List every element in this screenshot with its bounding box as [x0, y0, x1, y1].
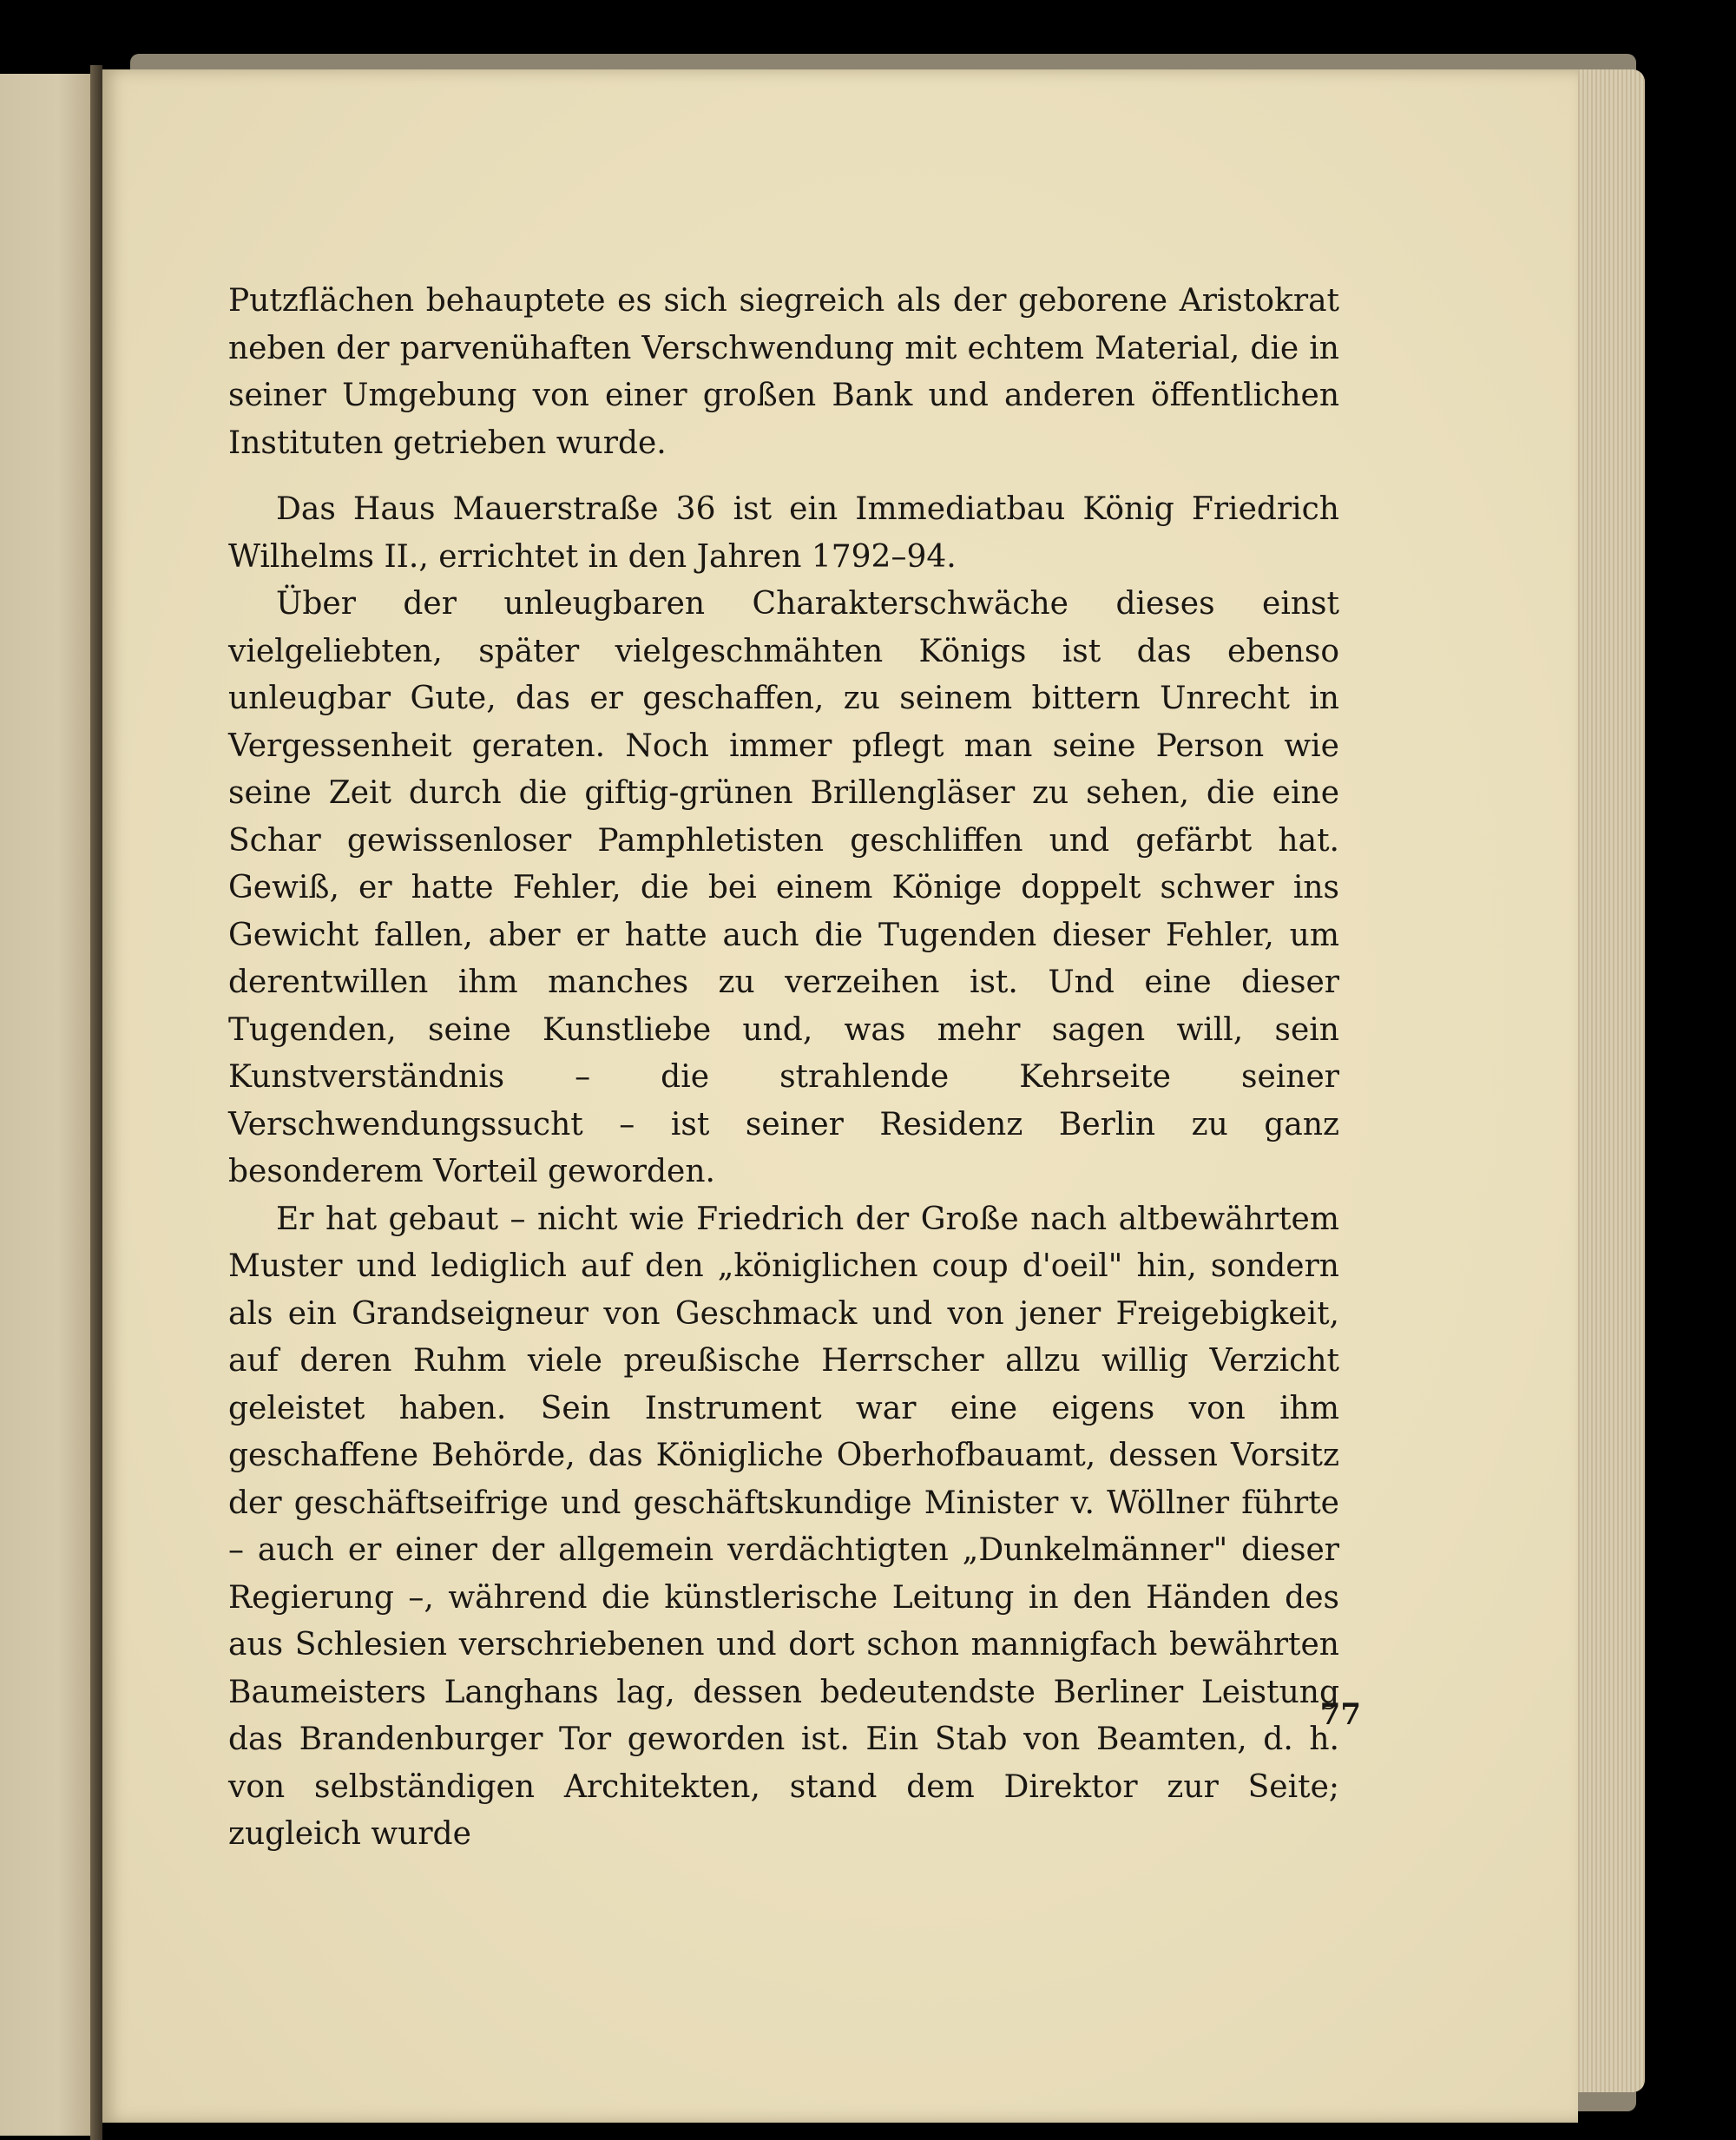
book-page — [102, 69, 1578, 2123]
page-stack-edge — [1571, 69, 1645, 2092]
book-gutter — [90, 65, 102, 2140]
paragraph-4: Er hat gebaut – nicht wie Friedrich der Große nach altbewährtem Muster und lediglich auf den „königlichen coup d'oeil" hin, sondern als ein Grandseigneur von Geschmack und von jener Freigebigkeit, auf deren Ruhm viele preußische Herrscher allzu willig Verzicht geleistet haben. Sein Instrument war eine eigens von ihm geschaffene Behörde, das Königliche Oberhofbauamt, dessen Vorsitz der geschäftseifrige und geschäftskundige Minister v. Wöllner führte – auch er einer der allgemein verdächtigten „Dunkelmänner" dieser Regierung –, während die künstlerische Leitung in den Händen des aus Schlesien verschriebenen und dort schon mannigfach bewährten Baumeisters Langhans lag, dessen bedeutendste Berliner Leistung das Brandenburger Tor geworden ist. Ein Stab von Beamten, d. h. von selbständigen Architekten, stand dem Direktor zur Seite; zugleich wurde — [228, 1201, 1339, 1852]
paragraph-1: Putzflächen behauptete es sich siegreich als der geborene Aristokrat neben der parvenühaften Verschwendung mit echtem Material, die in seiner Umgebung von einer großen Bank und anderen öffentlichen Instituten getrieben wurde. — [228, 283, 1339, 461]
left-page-edge — [0, 74, 97, 2136]
paragraph-2: Das Haus Mauerstraße 36 ist ein Immediatbau König Friedrich Wilhelms II., errichtet in den Jahren 1792–94. — [228, 491, 1339, 575]
page-number: 77 — [1319, 1697, 1361, 1732]
body-text — [228, 278, 1339, 1859]
paragraph-3: Über der unleugbaren Charakterschwäche dieses einst vielgeliebten, später vielgeschmähten Königs ist das ebenso unleugbar Gute, das er geschaffen, zu seinem bittern Unrecht in Vergessenheit geraten. Noch immer pflegt man seine Person wie seine Zeit durch die giftig-grünen Brillengläser zu sehen, die eine Schar gewissenloser Pamphletisten geschliffen und gefärbt hat. Gewiß, er hatte Fehler, die bei einem Könige doppelt schwer ins Gewicht fallen, aber er hatte auch die Tugenden dieser Fehler, um derentwillen ihm manches zu verzeihen ist. Und eine dieser Tugenden, seine Kunstliebe und, was mehr sagen will, sein Kunstverständnis – die strahlende Kehrseite seiner Verschwendungssucht – ist seiner Residenz Berlin zu ganz besonderem Vorteil geworden. — [228, 586, 1339, 1189]
